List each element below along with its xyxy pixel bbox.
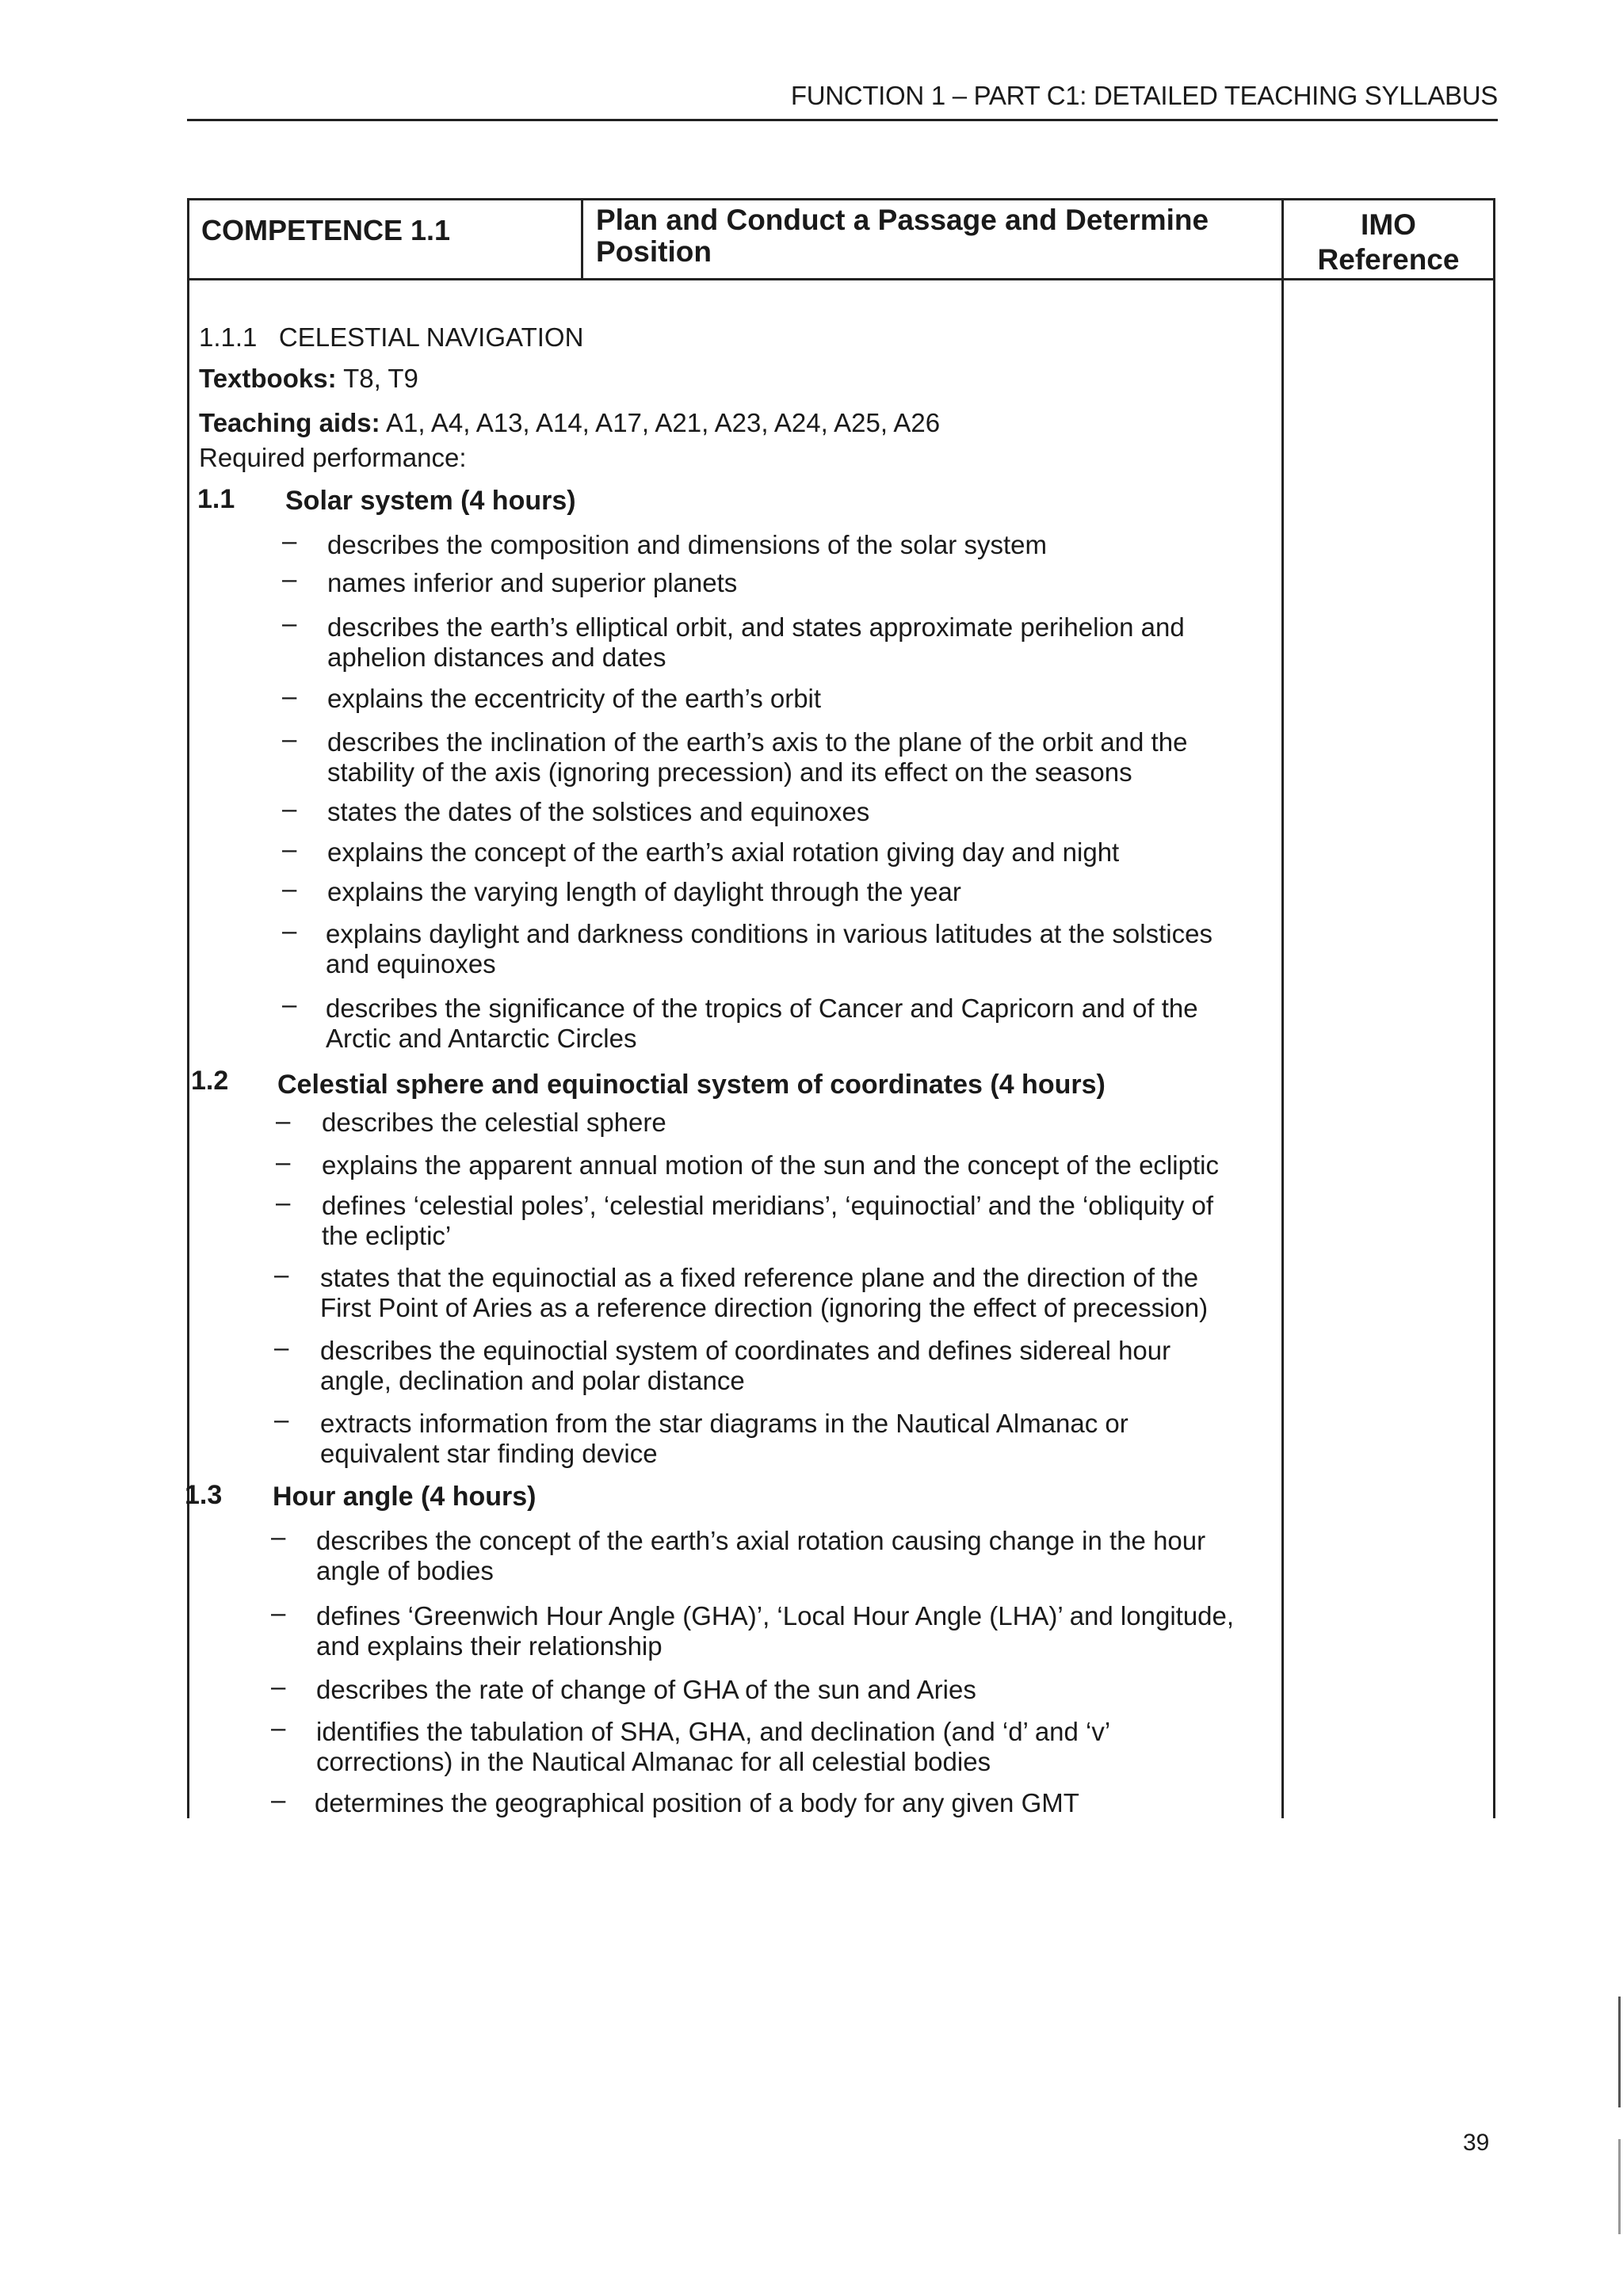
list-item: describes the inclination of the earth’s axis to the plane of the orbit and the stability of the axis (ignoring precession) and its effect on the seasons (327, 727, 1188, 787)
bullet-dash: – (274, 1405, 289, 1434)
bullet-dash: – (282, 916, 297, 945)
bullet-dash: – (274, 1260, 289, 1289)
bullet-dash: – (271, 1785, 286, 1814)
list-item: identifies the tabulation of SHA, GHA, and declination (and ‘d’ and ‘v’ corrections) in the Nautical Almanac for all celestial bodies (316, 1717, 1109, 1776)
bullet-dash: – (271, 1713, 286, 1742)
list-item: describes the composition and dimensions of the solar system (327, 530, 1047, 559)
running-header (187, 79, 1498, 121)
table-top-border (187, 198, 1495, 200)
bullet-dash: – (271, 1598, 286, 1627)
bullet-dash: – (282, 564, 297, 593)
competence-label: COMPETENCE 1.1 (201, 214, 451, 246)
section-number: 1.3 (185, 1480, 223, 1510)
list-item: explains the eccentricity of the earth’s orbit (327, 684, 822, 713)
scan-edge-mark (1618, 1997, 1621, 2107)
bullet-dash: – (271, 1522, 286, 1551)
imo-heading-line2: Reference (1317, 243, 1460, 276)
page-number: 39 (1463, 2130, 1490, 2156)
list-item: describes the celestial sphere (322, 1108, 666, 1137)
list-item: names inferior and superior planets (327, 568, 738, 597)
running-header-title: FUNCTION 1 – PART C1: DETAILED TEACHING SYLLABUS (790, 81, 1498, 110)
list-item: explains the apparent annual motion of the sun and the concept of the ecliptic (322, 1150, 1219, 1180)
bullet-dash: – (282, 990, 297, 1019)
list-item: describes the concept of the earth’s axial rotation causing change in the hour angle of bodies (316, 1526, 1206, 1585)
list-item: explains the concept of the earth’s axial rotation giving day and night (327, 837, 1120, 867)
bullet-dash: – (282, 681, 297, 711)
subject-number: 1.1.1 (199, 322, 258, 352)
bullet-dash: – (282, 834, 297, 864)
list-item: states that the equinoctial as a fixed reference plane and the direction of the First Point of Aries as a reference direction (ignoring the effect of precession) (320, 1263, 1209, 1322)
bullet-dash: – (282, 608, 297, 638)
section-title: Hour angle (4 hours) (273, 1482, 537, 1512)
list-item: explains the varying length of daylight through the year (327, 877, 961, 906)
section-title: Celestial sphere and equinoctial system of coordinates (4 hours) (277, 1070, 1106, 1100)
subject-title: CELESTIAL NAVIGATION (278, 322, 584, 352)
table-left-border-body (187, 280, 189, 1818)
bullet-dash: – (276, 1188, 291, 1217)
list-item: states the dates of the solstices and equinoxes (327, 797, 870, 826)
table-imo-divider (1281, 198, 1284, 1818)
list-item: describes the significance of the tropics of Cancer and Capricorn and of the Arctic and Antarctic Circles (326, 994, 1198, 1053)
table-header-divider (581, 198, 583, 280)
table-right-border (1493, 198, 1495, 1818)
list-item: determines the geographical position of a body for any given GMT (315, 1788, 1079, 1817)
subject-line (199, 322, 583, 353)
section-number: 1.2 (191, 1066, 229, 1096)
teaching-aids-value: A1, A4, A13, A14, A17, A21, A23, A24, A25, A26 (380, 408, 941, 437)
textbooks-value: T8, T9 (336, 364, 418, 393)
section-number: 1.1 (197, 484, 235, 514)
teaching-aids-line (199, 408, 940, 438)
table-left-border (187, 198, 189, 280)
list-item: extracts information from the star diagrams in the Nautical Almanac or equivalent star finding device (320, 1409, 1128, 1468)
imo-heading-line1: IMO (1361, 208, 1416, 241)
list-item: defines ‘celestial poles’, ‘celestial meridians’, ‘equinoctial’ and the ‘obliquity of the ecliptic’ (322, 1191, 1214, 1250)
bullet-dash: – (276, 1147, 291, 1177)
section-title: Solar system (4 hours) (285, 486, 576, 516)
list-item: describes the earth’s elliptical orbit, and states approximate perihelion and aphelion distances and dates (327, 612, 1185, 672)
list-item: describes the rate of change of GHA of the sun and Aries (316, 1675, 976, 1704)
list-item: defines ‘Greenwich Hour Angle (GHA)’, ‘Local Hour Angle (LHA)’ and longitude, and explains their relationship (316, 1601, 1235, 1661)
textbooks-label: Textbooks: (199, 364, 337, 393)
bullet-dash: – (282, 724, 297, 753)
bullet-dash: – (282, 874, 297, 903)
table-header-bottom-border (187, 278, 1495, 280)
bullet-dash: – (271, 1672, 286, 1701)
textbooks-line (199, 364, 418, 394)
bullet-dash: – (282, 794, 297, 823)
bullet-dash: – (276, 1106, 291, 1135)
required-performance-label: Required performance: (199, 443, 467, 472)
competence-title: Plan and Conduct a Passage and Determine Position (596, 204, 1209, 268)
bullet-dash: – (274, 1333, 289, 1362)
teaching-aids-label: Teaching aids: (199, 408, 380, 437)
list-item: explains daylight and darkness conditions in various latitudes at the solstices and equinoxes (326, 919, 1212, 978)
bullet-dash: – (282, 526, 297, 555)
scan-edge-mark (1618, 2139, 1621, 2234)
list-item: describes the equinoctial system of coordinates and defines sidereal hour angle, declination and polar distance (320, 1336, 1171, 1395)
